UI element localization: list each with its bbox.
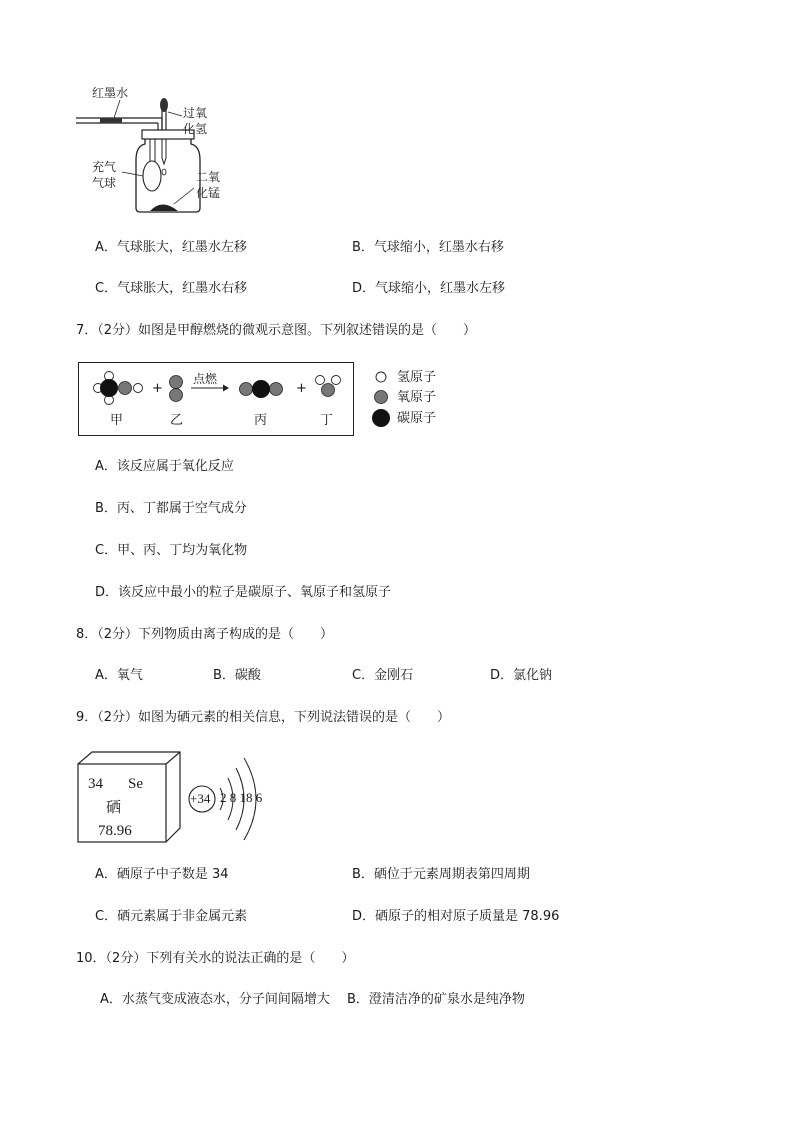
q9-stem: 9．（2分）如图为硒元素的相关信息，下列说法错误的是（ ）: [76, 710, 451, 725]
q6-option-b: B．气球缩小，红墨水右移: [352, 240, 504, 255]
q7-stem: 7．（2分）如图是甲醇燃烧的微观示意图。下列叙述错误的是（ ）: [76, 323, 477, 338]
q8-option-c: C．金刚石: [352, 668, 414, 683]
q6-option-c: C．气球胀大，红墨水右移: [95, 281, 248, 296]
label-balloon-line1: 充气: [92, 160, 117, 174]
q7-label-yi: 乙: [170, 413, 184, 428]
q9-option-b: B．硒位于元素周期表第四周期: [352, 867, 530, 882]
q7-option-c: C．甲、丙、丁均为氧化物: [95, 543, 248, 558]
q7-plus-2: +: [296, 381, 307, 396]
label-balloon-line2: 气球: [92, 176, 117, 190]
q10-option-a: A．水蒸气变成液态水，分子间间隔增大: [100, 992, 330, 1007]
element-symbol: Se: [128, 776, 143, 792]
label-mno2-line1: 二氧: [196, 170, 221, 184]
q10-stem: 10．（2分）下列有关水的说法正确的是（ ）: [76, 951, 355, 966]
q7-option-d: D．该反应中最小的粒子是碳原子、氧原子和氢原子: [95, 585, 392, 600]
legend-hydrogen: 氢原子: [397, 370, 437, 385]
q9-option-c: C．硒元素属于非金属元素: [95, 909, 248, 924]
element-atomic-number: 34: [88, 776, 103, 792]
legend-carbon: 碳原子: [397, 411, 437, 426]
q10-option-b: B．澄清洁净的矿泉水是纯净物: [347, 992, 525, 1007]
apparatus-diagram: [70, 80, 250, 220]
mno2-pile: [150, 205, 178, 212]
label-mno2-line2: 化锰: [196, 186, 221, 200]
q8-option-a: A．氧气: [95, 668, 143, 683]
q7-label-jia: 甲: [110, 413, 124, 428]
label-red-ink: 红墨水: [92, 86, 129, 100]
q7-condition: 点燃: [193, 372, 218, 386]
q8-option-d: D．氯化钠: [490, 668, 553, 683]
q7-option-a: A．该反应属于氧化反应: [95, 459, 234, 474]
balloon: [143, 161, 161, 191]
q7-option-b: B．丙、丁都属于空气成分: [95, 501, 247, 516]
red-ink-drop: [100, 119, 122, 123]
element-name: 硒: [106, 798, 122, 816]
q9-option-a: A．硒原子中子数是 34: [95, 867, 229, 882]
q7-label-bing: 丙: [254, 413, 268, 428]
q6-option-a: A．气球胀大，红墨水左移: [95, 240, 247, 255]
element-atomic-mass: 78.96: [98, 823, 132, 839]
electron-shells: 2 8 18 6: [220, 790, 263, 805]
q6-option-d: D．气球缩小，红墨水左移: [352, 281, 506, 296]
dropper-bulb: [160, 98, 168, 112]
nucleus-charge: +34: [190, 791, 211, 806]
label-h2o2-line1: 过氧: [183, 106, 208, 120]
q9-option-d: D．硒原子的相对原子质量是 78.96: [352, 909, 560, 924]
q7-label-ding: 丁: [320, 413, 334, 428]
q8-option-b: B．碳酸: [213, 668, 261, 683]
q7-plus-1: +: [152, 381, 163, 396]
q8-stem: 8．（2分）下列物质由离子构成的是（ ）: [76, 627, 334, 642]
legend-oxygen: 氧原子: [397, 390, 437, 405]
label-h2o2-line2: 化氢: [183, 122, 208, 136]
